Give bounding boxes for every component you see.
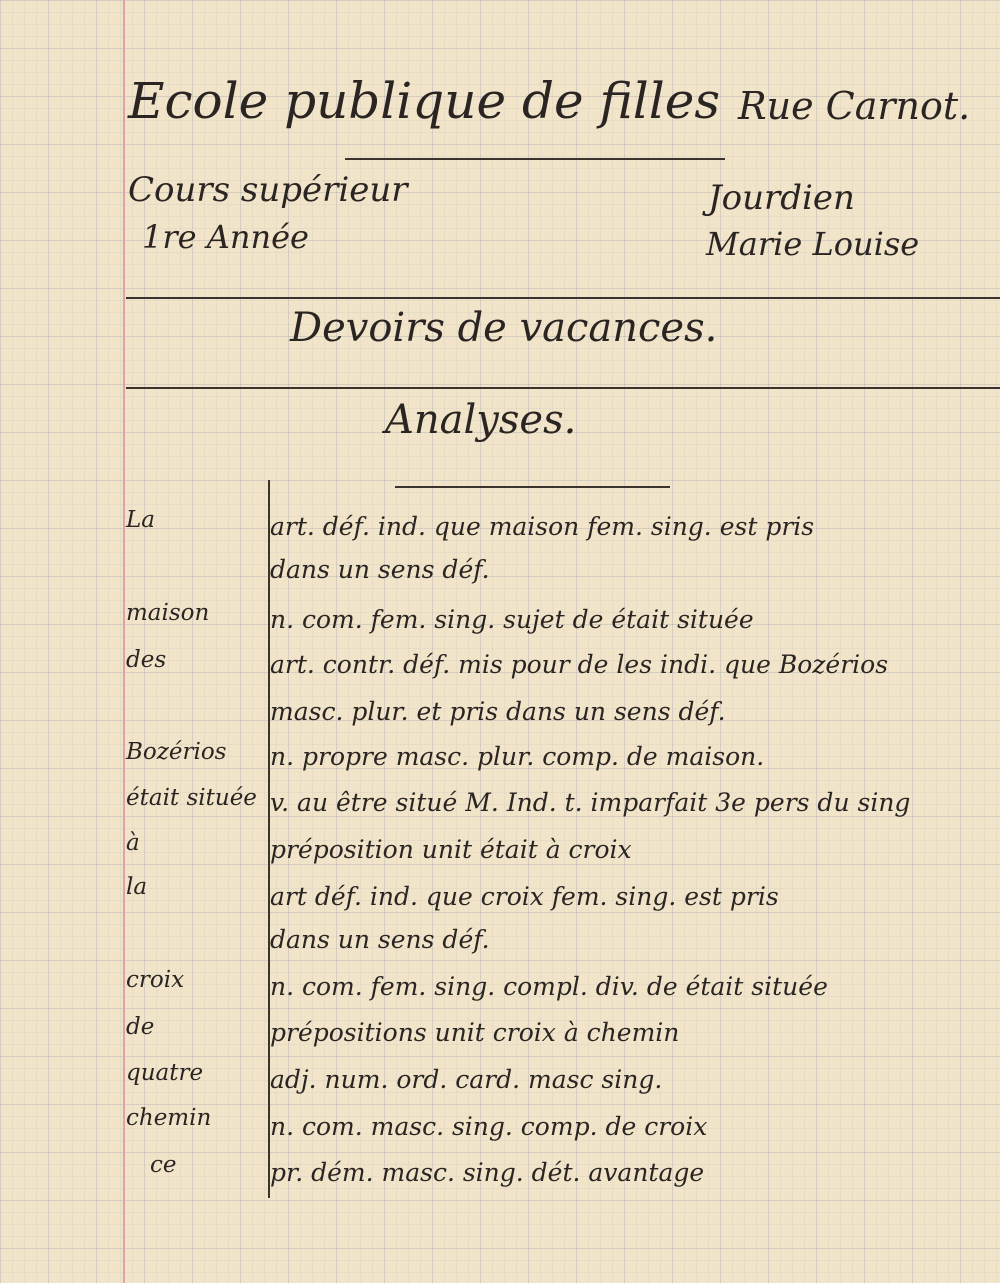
table-row-analysis: n. com. masc. sing. comp. de croix bbox=[270, 1112, 708, 1141]
table-row-word: ce bbox=[150, 1152, 177, 1178]
table-row-analysis: v. au être situé M. Ind. t. imparfait 3e pers du sing bbox=[270, 788, 911, 817]
table-row-analysis: art déf. ind. que croix fem. sing. est pris bbox=[270, 882, 779, 911]
table-row-analysis: pr. dém. masc. sing. dét. avantage bbox=[270, 1158, 705, 1187]
table-row-word: était située bbox=[126, 785, 257, 811]
table-row-analysis: dans un sens déf. bbox=[270, 555, 490, 584]
table-row-analysis: dans un sens déf. bbox=[270, 925, 490, 954]
table-row-analysis: prépositions unit croix à chemin bbox=[270, 1018, 680, 1047]
table-row-analysis: préposition unit était à croix bbox=[270, 835, 632, 864]
table-row-word: la bbox=[126, 874, 148, 900]
student-last-name: Jourdien bbox=[708, 178, 855, 218]
table-row-analysis: adj. num. ord. card. masc sing. bbox=[270, 1065, 663, 1094]
table-row-analysis: masc. plur. et pris dans un sens déf. bbox=[270, 697, 726, 726]
table-row-word: croix bbox=[126, 967, 185, 993]
student-first-name: Marie Louise bbox=[706, 225, 920, 263]
table-row-word: maison bbox=[126, 600, 210, 626]
table-row-analysis: art. contr. déf. mis pour de les indi. que Bozérios bbox=[270, 650, 889, 679]
course-label: Cours supérieur bbox=[128, 170, 408, 210]
section-underline bbox=[395, 486, 670, 488]
table-row-analysis: n. propre masc. plur. comp. de maison. bbox=[270, 742, 765, 771]
table-row-analysis: n. com. fem. sing. sujet de était située bbox=[270, 605, 754, 634]
table-row-word: des bbox=[126, 647, 167, 673]
table-row-word: quatre bbox=[126, 1060, 204, 1086]
year-label: 1re Année bbox=[142, 218, 309, 256]
table-row-word: Bozérios bbox=[126, 739, 227, 765]
table-row-word: chemin bbox=[126, 1105, 212, 1131]
table-row-word: à bbox=[126, 830, 140, 856]
table-row-word: de bbox=[126, 1014, 155, 1040]
table-row-analysis: n. com. fem. sing. compl. div. de était située bbox=[270, 972, 828, 1001]
section-divider bbox=[126, 387, 1000, 389]
street-name: Rue Carnot. bbox=[738, 84, 971, 128]
table-row-word: La bbox=[126, 507, 155, 533]
section-title: Analyses. bbox=[385, 397, 577, 443]
homework-title: Devoirs de vacances. bbox=[290, 305, 718, 351]
margin-line bbox=[123, 0, 125, 1283]
school-title: Ecole publique de filles bbox=[128, 72, 721, 130]
title-underline bbox=[345, 158, 725, 160]
table-row-analysis: art. déf. ind. que maison fem. sing. est pris bbox=[270, 512, 815, 541]
header-divider bbox=[126, 297, 1000, 299]
